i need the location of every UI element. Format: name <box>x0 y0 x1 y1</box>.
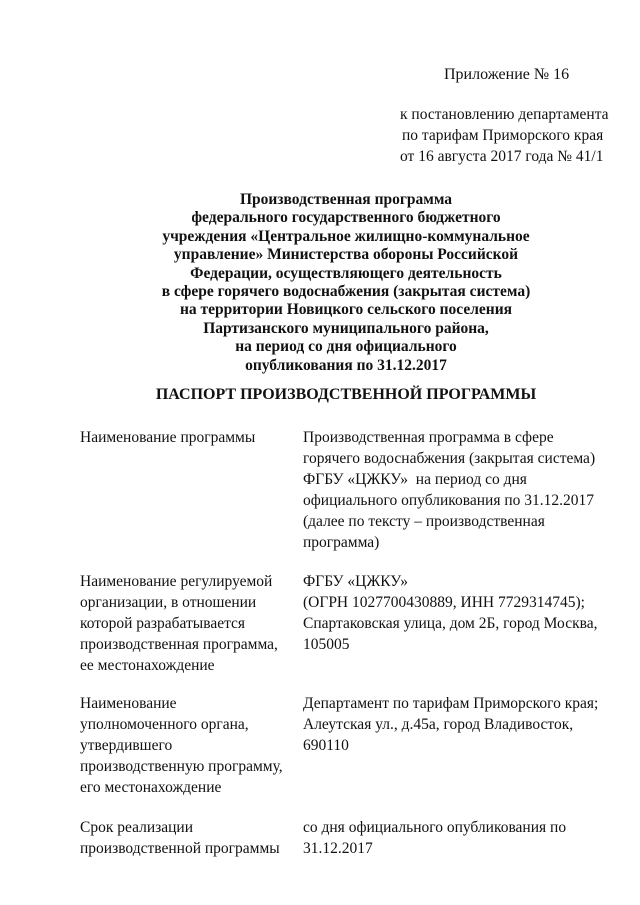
row-value-line: (далее по тексту – производственная <box>303 513 545 530</box>
program-title-line: в сфере горячего водоснабжения (закрытая система) <box>161 283 531 301</box>
row-value-line: официального опубликования по 31.12.2017 <box>303 492 595 509</box>
row-label-line: уполномоченного органа, <box>80 716 249 733</box>
row-value-line: 105005 <box>303 636 350 653</box>
program-title-line: учреждения «Центральное жилищно-коммунальное <box>162 227 530 245</box>
reference-line: к постановлению департамента <box>400 106 609 123</box>
program-title-line: на период со дня официального <box>235 338 457 356</box>
program-title-line: на территории Новицкого сельского поселения <box>179 301 513 319</box>
resolution-reference <box>398 104 609 167</box>
row-label <box>80 693 295 798</box>
row-label <box>80 817 295 859</box>
row-label-line: производственной программы <box>80 840 280 857</box>
row-value-line: ФГБУ «ЦЖКУ» <box>303 573 409 590</box>
row-label-line: производственная программа, <box>80 636 278 653</box>
row-value-line: 690110 <box>303 737 349 754</box>
program-title-line: Федерации, осуществляющего деятельность <box>190 264 502 282</box>
program-title-line: Партизанского муниципального района, <box>203 319 489 337</box>
row-value <box>303 817 613 859</box>
row-label-line: Наименование регулируемой <box>80 573 273 590</box>
row-label <box>80 571 295 676</box>
row-value-line: Производственная программа в сфере <box>303 429 554 446</box>
program-title-line: управление» Министерства обороны Российской <box>173 246 519 264</box>
program-title <box>80 191 612 375</box>
row-label-line: утвердившего <box>80 737 173 754</box>
row-label-line: которой разрабатывается <box>80 615 246 632</box>
row-value-line: программа) <box>303 534 380 551</box>
row-label-line: Наименование <box>80 695 177 712</box>
row-value-line: (ОГРН 1027700430889, ИНН 7729314745); <box>303 594 585 611</box>
row-value-line: Алеутская ул., д.45а, город Владивосток, <box>303 716 574 733</box>
row-value-line: со дня официального опубликования по <box>303 819 567 836</box>
row-label-line: организации, в отношении <box>80 594 257 611</box>
program-title-line: Производственная программа <box>239 191 453 208</box>
row-label-line: его местонахождение <box>80 779 222 796</box>
row-value <box>303 693 613 756</box>
reference-line: от 16 августа 2017 года № 41/1 <box>400 148 604 165</box>
row-value <box>303 427 613 553</box>
program-title-line: опубликования по 31.12.2017 <box>245 356 447 374</box>
row-value-line: горячего водоснабжения (закрытая система) <box>303 450 596 467</box>
row-value-line: 31.12.2017 <box>303 840 373 857</box>
row-value-line: Департамент по тарифам Приморского края; <box>303 695 599 712</box>
row-value-line: ФГБУ «ЦЖКУ» на период со дня <box>303 471 527 488</box>
row-value <box>303 571 613 655</box>
row-label-line: производственную программу, <box>80 758 283 775</box>
row-label-line: Срок реализации <box>80 819 193 836</box>
row-label <box>80 427 295 448</box>
reference-line: по тарифам Приморского края <box>402 127 604 144</box>
row-label-line: Наименование программы <box>80 429 256 446</box>
program-title-line: федерального государственного бюджетного <box>191 209 501 227</box>
row-value-line: Спартаковская улица, дом 2Б, город Москва, <box>303 615 598 632</box>
row-label-line: ее местонахождение <box>80 657 215 674</box>
appendix-label: Приложение № 16 <box>444 66 570 83</box>
passport-heading: ПАСПОРТ ПРОИЗВОДСТВЕННОЙ ПРОГРАММЫ <box>155 386 537 403</box>
